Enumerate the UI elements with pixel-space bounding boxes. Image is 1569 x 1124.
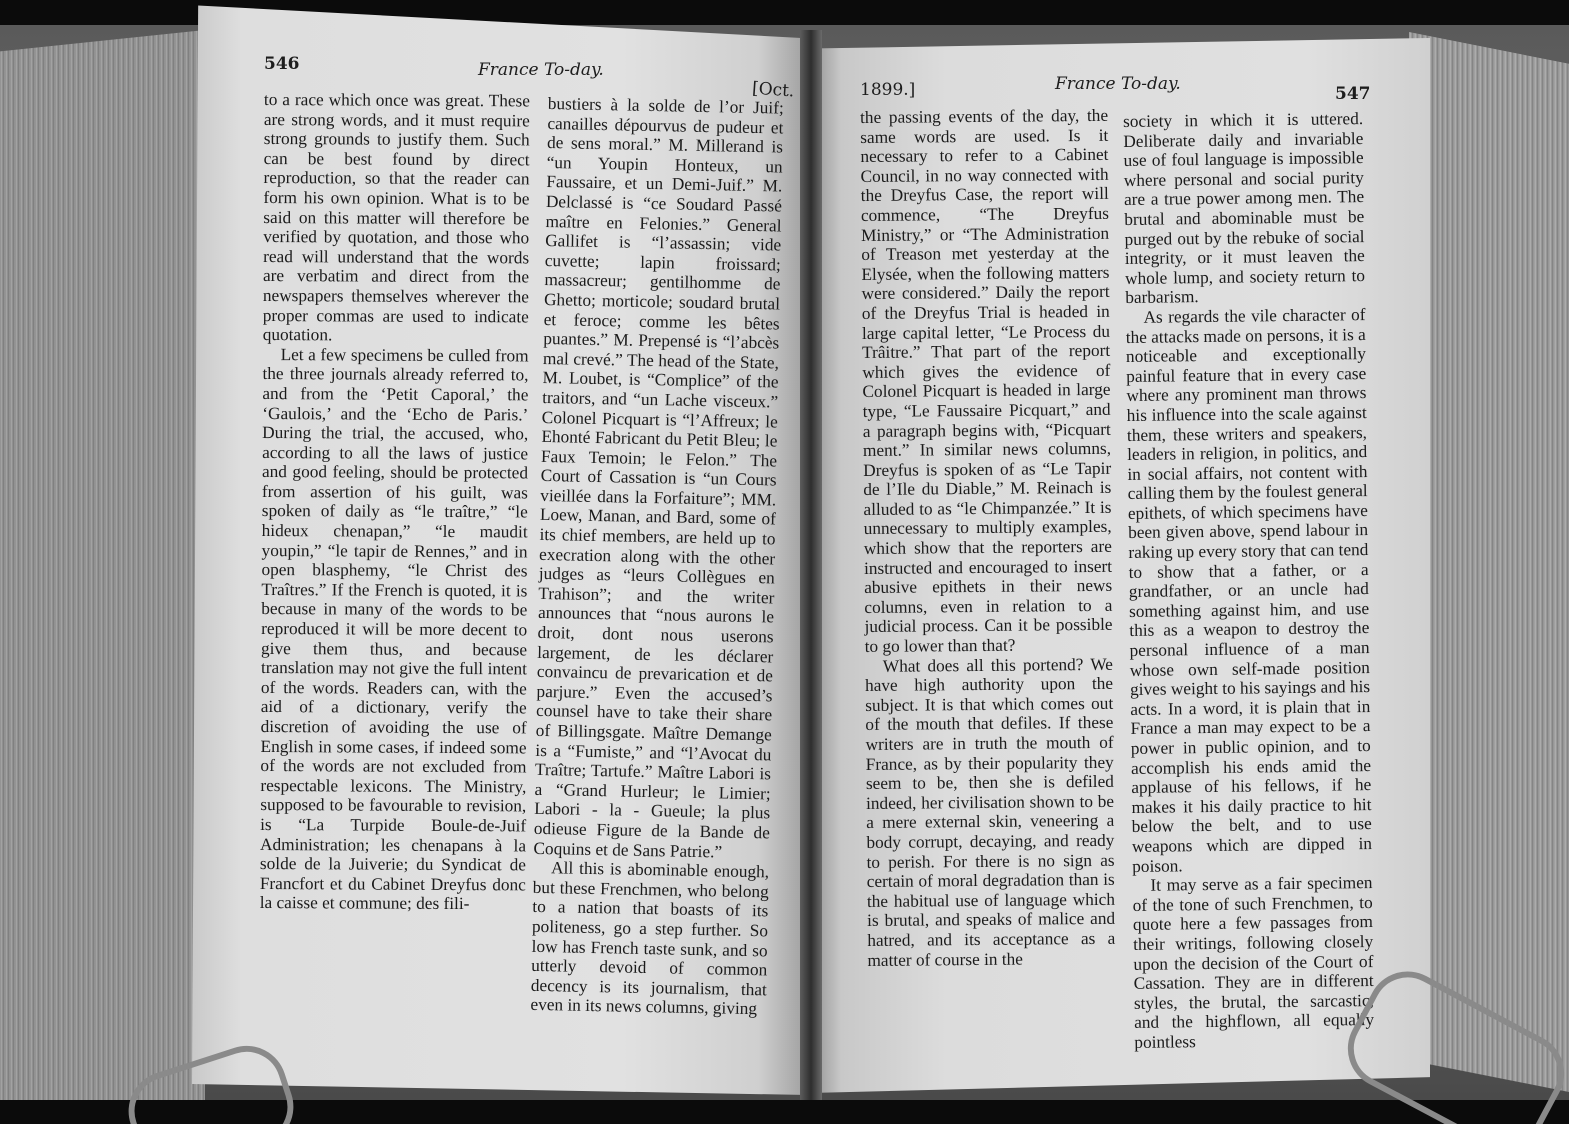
running-date-left: [Oct. xyxy=(751,78,795,102)
paragraph: Let a few specimens be culled from the three journals already referred to, and from the ‘Petit Caporal,’ the ‘Gaulois,’ and the ‘Echo de Paris.’ During the trial, the accused, who, according to all the laws of justice and good feeling, should be protected from assertion of his guilt, was spoken of daily as “le traître,” “le hideux chenapan,” “le maudit youpin,” “le tapir de Rennes,” and in open blasphemy, “le Christ des Traîtres.” If the French is quoted, it is because in many of the words to be reproduced it will be more decent to give them thus, and because translation may not give the full intent of the words. Readers can, with the aid of a dictionary, verify the discretion of avoiding the use of English in some cases, if indeed some of the words are not excluded from respectable lexicons. The Ministry, supposed to be favourable to revision, is “La Turpide Boule-de-Juif Administration; les chenapans à la solde de la Juiverie; du Syndicat de Francfort et du Cabinet Dreyfus donc la caisse et commune; des fili- xyxy=(259,344,529,914)
left-page-column-2 xyxy=(530,94,784,1019)
left-page-column-1 xyxy=(260,90,530,914)
paragraph: What does all this portend? We have high authority upon the subject. It is that which comes out of the mouth that defiles. If these writers are in truth the mouth of France, as by their popularity they seem to be, then she is defiled indeed, her civilisation shown to be a mere external skin, veneering a body corrupt, decaying, and ready to perish. For there is no sign as certain of moral degradation than is the habitual use of language which is brutal, and speaks of malice and hatred, and its acceptance as a matter of course in the xyxy=(864,654,1116,970)
paragraph: It may serve as a fair specimen of the tone of such Frenchmen, to quote here a few passages from their writings, following closely upon the decision of the Court of Cassation. They are in different styles, the brutal, the sarcastic, and the highflown, all equally pointless xyxy=(1132,873,1375,1052)
right-page-column-1 xyxy=(860,106,1116,970)
page-number-right: 547 xyxy=(1335,84,1371,104)
right-page-column-2 xyxy=(1123,109,1374,1052)
running-date-right: 1899.] xyxy=(860,80,916,100)
running-title-right: France To-day. xyxy=(1055,74,1181,94)
paragraph: society in which it is uttered. Deliberate daily and invariable use of foul language is impossible where personal and social purity are a true power among men. The brutal and abominable must be purged out by the rebuke of social integrity, or it must leaven the whole lump, and society return to barbarism. xyxy=(1123,109,1366,308)
right-page-edges xyxy=(1409,32,1569,1092)
page-number-left: 546 xyxy=(264,54,300,74)
left-page-edges xyxy=(0,30,205,1100)
paragraph: bustiers à la solde de l’or Juif; canailles dépourvus de pudeur et de sens moral.” M. Millerand is “un Youpin Honteux, un Faussaire, et un Demi-Juif.” M. Delclassé is “ce Soudard Passé maître en Felonies.” General Gallifet is “l’assassin; vide cuvette; lapin froissard; massacreur; gentilhomme de Ghetto; morticole; soudard brutal et feroce; comme les bêtes puantes.” M. Prepensé is “l’abcès mal crevé.” The head of the State, M. Loubet, is “Complice” of the traitors, and “un Lache visceux.” Colonel Picquart is “l’Affreux; le Ehonté Fabricant du Petit Bleu; le Faux Temoin; le Felon.” The Court of Cassation is “un Cours vieillée dans la Forfaiture”; MM. Loew, Manan, and Bard, some of its chief members, are held up to execration along with the other judges as “leurs Collègues en Trahison”; and the writer announces that “nous aurons le droit, dont nous userons largement, de les déclarer convaincu de prevarication et de parjure.” Even the accused’s counsel have to take their share of Billingsgate. Maître Demange is a “Fumiste,” and “l’Avocat du Traître; Tartufe.” Maître Labori is a “Grand Hurleur; le Limier; Labori - la - Gueule; la plus odieuse Figure de la Bande de Coquins et de Sans Patrie.” xyxy=(533,94,784,862)
paragraph: the passing events of the day, the same words are used. Is it necessary to refer to a Cabinet Council, in no way connected with the Dreyfus Case, the report will commence, “The Dreyfus Ministry,” or “The Administration of Treason met yesterday at the Elysée, when the following matters were considered.” Daily the report of the Dreyfus Trial is headed in large capital letter, “Le Process du Trâitre.” That part of the report which gives the evidence of Colonel Picquart is headed in large type, “Le Faussaire Picquart,” and a paragraph begins with, “Picquart ment.” In similar news columns, Dreyfus is spoken of as “Le Tapir de l’Ile du Diable,” M. Reinach is alluded to as “le Chimpanzée.” It is unnecessary to multiply examples, which show that the reporters are instructed and encouraged to insert abusive epithets in their news columns, even in relation to a judicial process. Can it be possible to go lower than that? xyxy=(860,105,1113,657)
running-title-left: France To-day. xyxy=(478,60,604,80)
paragraph: As regards the vile character of the attacks made on persons, it is a noticeable and exceptionally painful feature that in every case where any prominent man throws his influence into the scale against them, these writers and speakers, leaders in religion, in politics, and in social affairs, not content with calling them by the foulest general epithets, of which specimens have been given above, spend labour in raking up every story that can tend to show that a father, or a grandfather, or an uncle had something against him, and use this as a weapon to destroy the personal influence of a man whose own self-made position gives weight to his sayings and his acts. In a word, it is plain that in France a man may expect to be a power in public opinion, and to accomplish his ends amid the applause of his fellows, if he makes it his daily practice to hit below the belt, and to use weapons which are dipped in poison. xyxy=(1125,304,1373,876)
paragraph: to a race which once was great. These are strong words, and it must require strong grounds to justify them. Such can be best found by direct reproduction, so that the reader can form his own opinion. What is to be said on this matter will therefore be verified by quotation, and those who read will understand that the words are verbatim and direct from the newspapers themselves wherever the proper commas are used to indicate quotation. xyxy=(262,90,530,345)
paragraph: All this is abominable enough, but these Frenchmen, who belong to a nation that boasts of its politeness, go a step further. So low has French taste sunk, and so utterly devoid of common decency is its journalism, that even in its news columns, giving xyxy=(530,858,770,1019)
book-gutter xyxy=(800,30,822,1100)
